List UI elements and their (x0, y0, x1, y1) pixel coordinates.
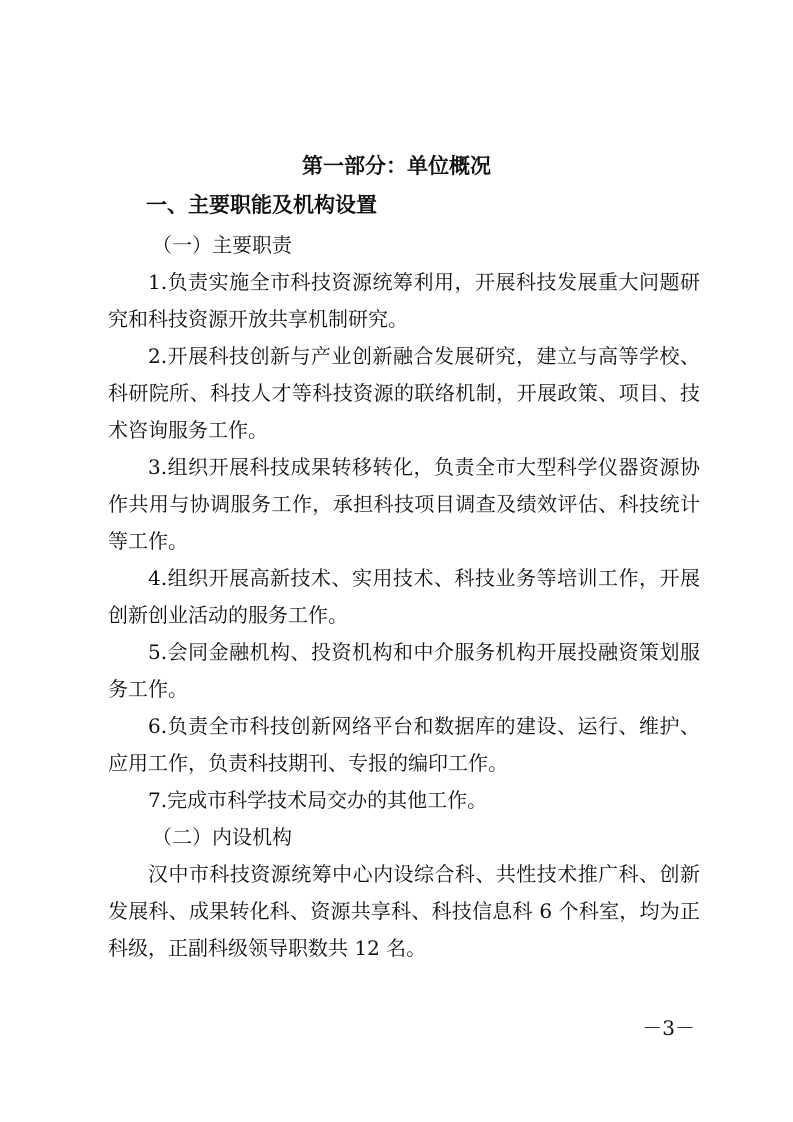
duty-item-4: 4.组织开展高新技术、实用技术、科技业务等培训工作，开展创新创业活动的服务工作。 (108, 566, 700, 627)
section-heading: 一、主要职能及机构设置 (146, 193, 377, 217)
duty-item-3: 3.组织开展科技成果转移转化，负责全市大型科学仪器资源协作共用与协调服务工作，承担科技项目调查及绩效评估、科技统计等工作。 (108, 455, 700, 553)
duty-item-1: 1.负责实施全市科技资源统筹利用，开展科技发展重大问题研究和科技资源开放共享机制研究。 (108, 270, 700, 331)
duty-item-5: 5.会同金融机构、投资机构和中介服务机构开展投融资策划服务工作。 (108, 640, 700, 701)
duty-item-6: 6.负责全市科技创新网络平台和数据库的建设、运行、维护、应用工作，负责科技期刊、专报的编印工作。 (108, 714, 700, 775)
subheading-main-duties: （一）主要职责 (152, 233, 292, 257)
page-title: 第一部分：单位概况 (302, 154, 491, 178)
duty-item-2: 2.开展科技创新与产业创新融合发展研究，建立与高等学校、科研院所、科技人才等科技资源的联络机制，开展政策、项目、技术咨询服务工作。 (108, 344, 700, 442)
document-body (108, 227, 700, 967)
page-number: －3－ (642, 1016, 695, 1040)
subheading-internal-structure: （二）内设机构 (152, 825, 292, 849)
org-structure-paragraph: 汉中市科技资源统筹中心内设综合科、共性技术推广科、创新发展科、成果转化科、资源共享科、科技信息科 6 个科室，均为正科级，正副科级领导职数共 12 名。 (108, 862, 700, 960)
duty-item-7: 7.完成市科学技术局交办的其他工作。 (148, 788, 488, 812)
